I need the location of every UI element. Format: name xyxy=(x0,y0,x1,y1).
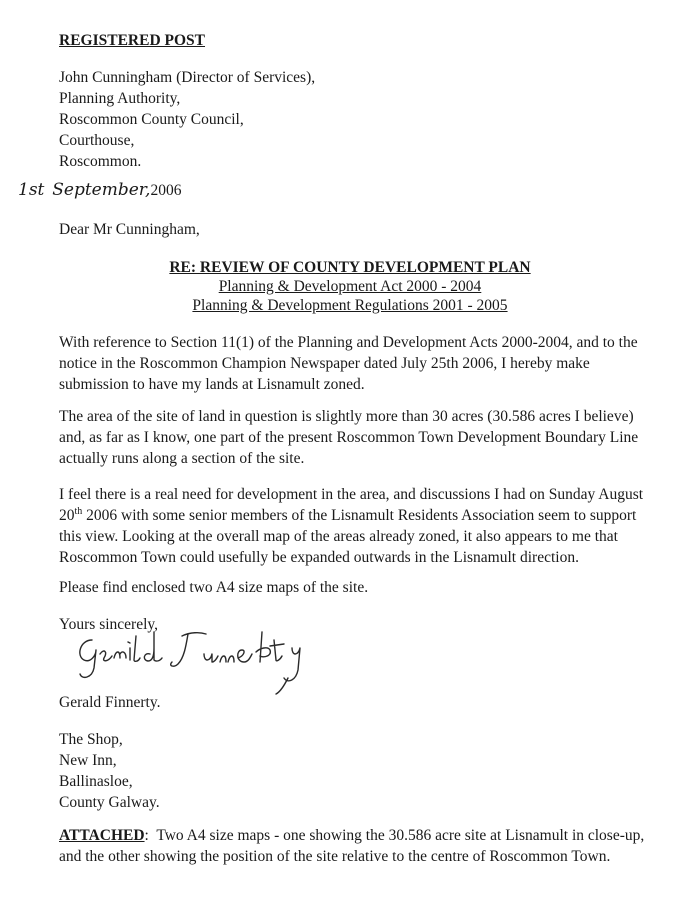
recipient-line: Planning Authority, xyxy=(59,90,181,107)
attached-note xyxy=(59,825,674,867)
handwritten-signature xyxy=(70,618,320,698)
recipient-line: Roscommon County Council, xyxy=(59,111,244,128)
letter-date xyxy=(18,180,181,201)
attached-colon: : xyxy=(144,827,149,844)
paragraph-line: The area of the site of land in question is slightly more than 30 acres (30.586 acres I believe) xyxy=(59,408,634,425)
handwritten-month: September, xyxy=(52,180,151,200)
sender-name: Gerald Finnerty. xyxy=(59,694,161,711)
subject-act: Planning & Development Act 2000 - 2004 xyxy=(218,278,482,295)
subject-title: RE: REVIEW OF COUNTY DEVELOPMENT PLAN xyxy=(169,259,531,276)
recipient-line: Roscommon. xyxy=(59,153,142,170)
sender-address-line: New Inn, xyxy=(59,752,117,769)
paragraph-enclosed-maps: Please find enclosed two A4 size maps of the site. xyxy=(59,579,369,596)
paragraph-line xyxy=(59,505,674,526)
paragraph-line: and, as far as I know, one part of the present Roscommon Town Development Boundary Line xyxy=(59,429,639,446)
paragraph-site-area xyxy=(59,406,674,469)
subject-regulations: Planning & Development Regulations 2001 - 2005 xyxy=(192,297,508,314)
attached-label: ATTACHED xyxy=(59,827,145,844)
paragraph-line: submission to have my lands at Lisnamult zoned. xyxy=(59,376,365,393)
paragraph-line: actually runs along a section of the site. xyxy=(59,450,305,467)
handwritten-day: 1st xyxy=(18,180,45,200)
date-year: 2006 xyxy=(150,182,182,199)
paragraph-line: With reference to Section 11(1) of the Planning and Development Acts 2000-2004, and to the xyxy=(59,334,638,351)
attached-line: and the other showing the position of the site relative to the centre of Roscommon Town. xyxy=(59,848,611,865)
paragraph-development-need xyxy=(59,484,674,568)
registered-post-heading: REGISTERED POST xyxy=(59,32,206,49)
sender-address-line: Ballinasloe, xyxy=(59,773,133,790)
salutation: Dear Mr Cunningham, xyxy=(59,221,200,238)
date-day: 20 xyxy=(59,507,75,524)
paragraph-line: this view. Looking at the overall map of the areas already zoned, it also appears to me that xyxy=(59,528,618,545)
sign-off: Yours sincerely, xyxy=(59,616,159,633)
sender-address-line: County Galway. xyxy=(59,794,160,811)
recipient-line: Courthouse, xyxy=(59,132,135,149)
paragraph-line-rest: 2006 with some senior members of the Lisnamult Residents Association seem to support xyxy=(82,507,637,524)
attached-line: Two A4 size maps - one showing the 30.586 acre site at Lisnamult in close-up, xyxy=(148,827,645,844)
sender-address-line: The Shop, xyxy=(59,731,123,748)
recipient-address xyxy=(59,67,315,172)
paragraph-line: I feel there is a real need for development in the area, and discussions I had on Sunday August xyxy=(59,486,644,503)
sender-address xyxy=(59,729,160,813)
paragraph-line: Roscommon Town could usefully be expanded outwards in the Lisnamult direction. xyxy=(59,549,579,566)
paragraph-line: notice in the Roscommon Champion Newspaper dated July 25th 2006, I hereby make xyxy=(59,355,590,372)
paragraph-reference xyxy=(59,332,674,395)
date-ordinal: th xyxy=(74,505,83,517)
recipient-line: John Cunningham (Director of Services), xyxy=(59,69,316,86)
